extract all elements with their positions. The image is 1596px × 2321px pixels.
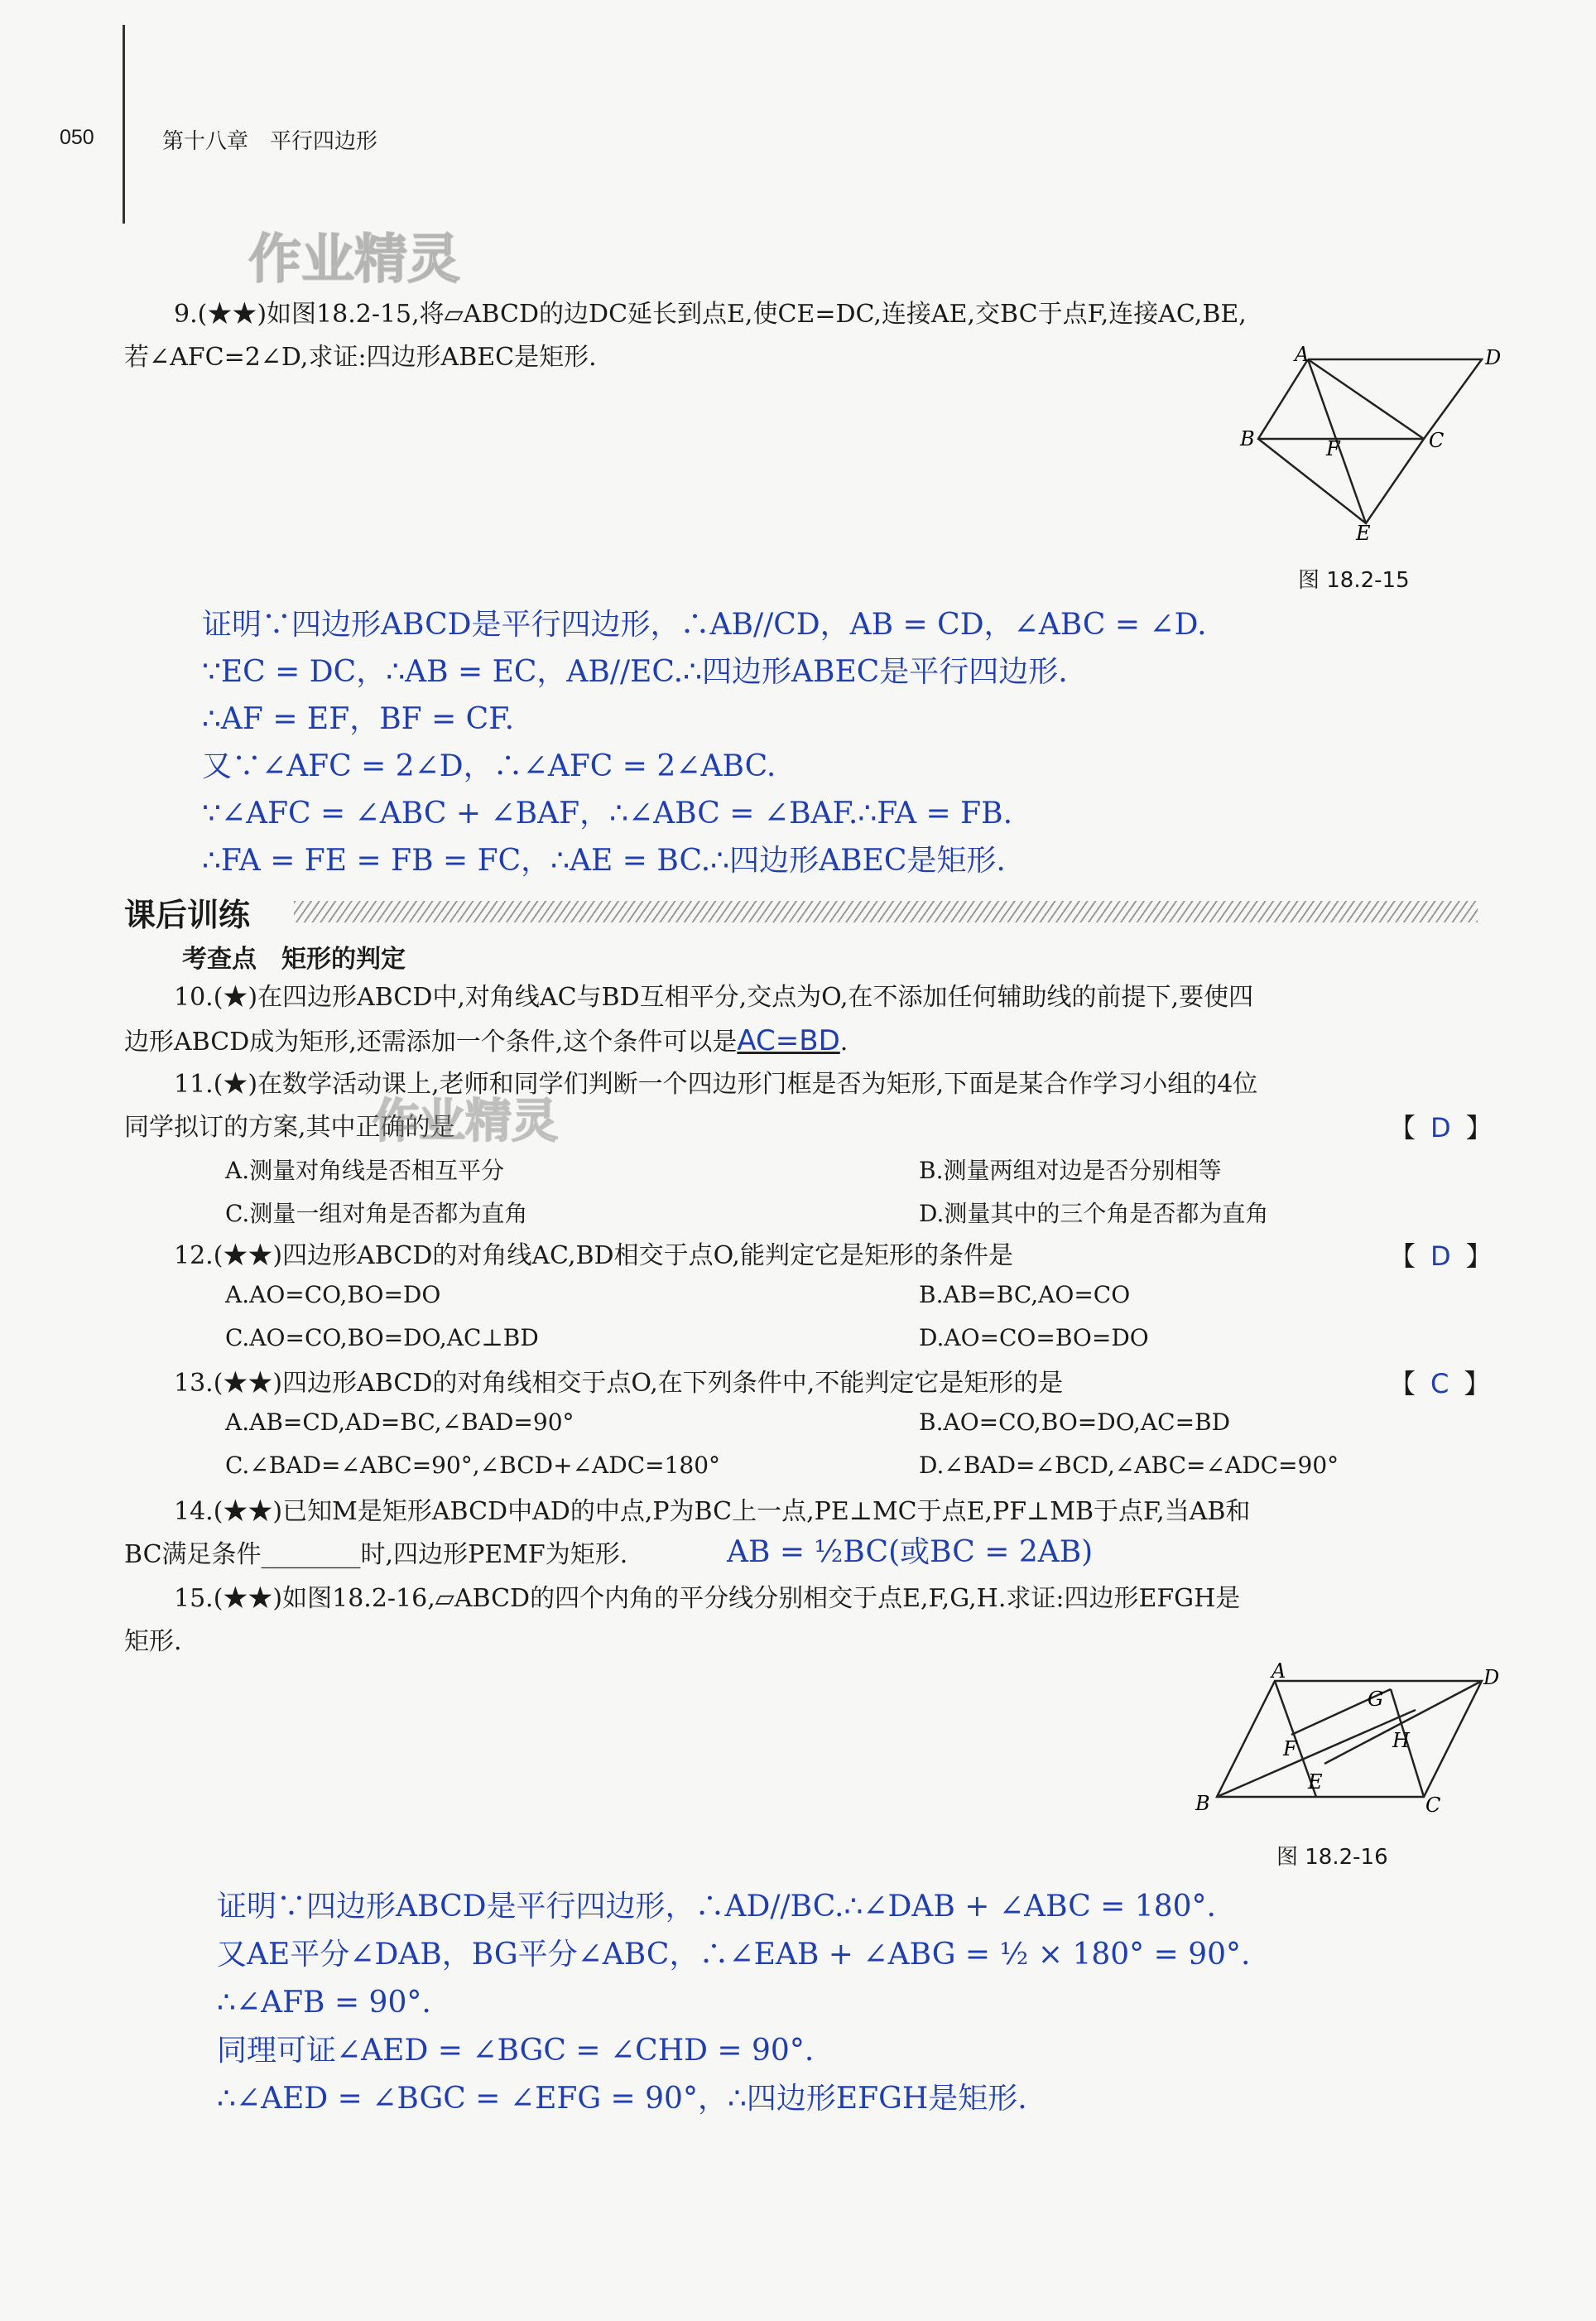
- fig16-label-c: C: [1425, 1794, 1441, 1817]
- q12-option-c: C.AO=CO,BO=DO,AC⊥BD: [225, 1324, 539, 1351]
- q11-option-b: B.测量两组对边是否分别相等: [919, 1157, 1222, 1184]
- q11-line1: 11.(★)在数学活动课上,老师和同学们判断一个四边形门框是否为矩形,下面是某合作学习小组的4位: [174, 1070, 1258, 1099]
- proof9-line: ∵EC = DC，∴AB = EC，AB//EC.∴四边形ABEC是平行四边形.: [202, 655, 1068, 689]
- fig15-label-f: F: [1326, 437, 1340, 460]
- q12-option-b: B.AB=BC,AO=CO: [919, 1281, 1131, 1308]
- q9-line2: 若∠AFC=2∠D,求证:四边形ABEC是矩形.: [124, 343, 597, 372]
- q12-option-d: D.AO=CO=BO=DO: [919, 1324, 1149, 1351]
- proof15: [217, 1883, 1250, 2123]
- section-subtitle: 考查点 矩形的判定: [182, 945, 406, 974]
- q9-line1: 9.(★★)如图18.2-15,将▱ABCD的边DC延长到点E,使CE=DC,连接AE,交BC于点F,连接AC,BE,: [174, 300, 1247, 329]
- proof15-line: 同理可证∠AED = ∠BGC = ∠CHD = 90°.: [217, 2034, 815, 2068]
- fig16-label-h: H: [1392, 1729, 1410, 1752]
- proof15-line: ∴∠AED = ∠BGC = ∠EFG = 90°，∴四边形EFGH是矩形.: [217, 2082, 1027, 2116]
- proof9-line: 又∵∠AFC = 2∠D，∴∠AFC = 2∠ABC.: [202, 749, 776, 783]
- q13-option-c: C.∠BAD=∠ABC=90°,∠BCD+∠ADC=180°: [225, 1452, 721, 1479]
- q11-option-c: C.测量一组对角是否都为直角: [225, 1200, 528, 1227]
- fig15-label-d: D: [1485, 346, 1502, 369]
- fig-caption-18-2-15: 图 18.2-15: [1298, 568, 1410, 593]
- fig16-label-g: G: [1368, 1688, 1384, 1711]
- q14-line1: 14.(★★)已知M是矩形ABCD中AD的中点,P为BC上一点,PE⊥MC于点E,PF⊥MB于点F,当AB和: [174, 1497, 1251, 1526]
- fig-caption-18-2-16: 图 18.2-16: [1276, 1845, 1388, 1870]
- proof9-line: ∴FA = FE = FB = FC，∴AE = BC.∴四边形ABEC是矩形.: [202, 844, 1006, 878]
- q10-answer: AC=BD: [737, 1024, 840, 1057]
- q12-line1: 12.(★★)四边形ABCD的对角线AC,BD相交于点O,能判定它是矩形的条件是: [174, 1241, 1013, 1270]
- q13-option-d: D.∠BAD=∠BCD,∠ABC=∠ADC=90°: [919, 1452, 1339, 1479]
- figure-18-2-16: [1184, 1659, 1500, 1822]
- proof15-line: 证明∵四边形ABCD是平行四边形，∴AD//BC.∴∠DAB + ∠ABC = 180°.: [217, 1890, 1216, 1924]
- q12-answer-bracket: [1389, 1235, 1493, 1274]
- page-number: 050: [60, 126, 94, 149]
- q10-line1: 10.(★)在四边形ABCD中,对角线AC与BD互相平分,交点为O,在不添加任何辅助线的前提下,要使四: [174, 983, 1254, 1012]
- q10-end: .: [839, 1028, 848, 1057]
- header-rule: [123, 25, 125, 224]
- q14-line2: BC满足条件________时,四边形PEMF为矩形.: [124, 1540, 628, 1569]
- figure-18-2-15: [1233, 339, 1502, 545]
- proof9: [202, 601, 1207, 884]
- bracket-left: 【: [1389, 1368, 1416, 1399]
- fig16-label-d: D: [1483, 1666, 1500, 1689]
- q15-line2: 矩形.: [124, 1627, 182, 1656]
- q11-answer-bracket: [1389, 1107, 1493, 1145]
- bracket-left: 【: [1389, 1240, 1416, 1272]
- watermark-2: 作业精灵: [373, 1095, 558, 1148]
- fig15-label-a: A: [1295, 343, 1310, 366]
- proof15-line: ∴∠AFB = 90°.: [217, 1986, 431, 2020]
- fig15-label-c: C: [1429, 429, 1445, 452]
- q10-line2-text: 边形ABCD成为矩形,还需添加一个条件,这个条件可以是: [124, 1028, 738, 1057]
- q10-line2: [124, 1020, 848, 1063]
- bracket-right: 】: [1465, 1240, 1493, 1272]
- q11-option-a: A.测量对角线是否相互平分: [225, 1157, 505, 1184]
- watermark: 作业精灵: [248, 229, 460, 291]
- q11-answer: D: [1430, 1112, 1451, 1144]
- q15-line1: 15.(★★)如图18.2-16,▱ABCD的四个内角的平分线分别相交于点E,F,G,H.求证:四边形EFGH是: [174, 1584, 1241, 1613]
- q13-answer: C: [1430, 1368, 1449, 1399]
- proof15-line: 又AE平分∠DAB，BG平分∠ABC，∴∠EAB + ∠ABG = ½ × 180° = 90°.: [217, 1938, 1251, 1972]
- q13-answer-bracket: [1389, 1363, 1490, 1401]
- fig16-label-b: B: [1195, 1792, 1210, 1815]
- fig15-label-e: E: [1356, 522, 1371, 545]
- proof9-line: ∴AF = EF，BF = CF.: [202, 702, 515, 736]
- q11-line2: 同学拟订的方案,其中正确的是: [124, 1113, 455, 1142]
- q13-option-a: A.AB=CD,AD=BC,∠BAD=90°: [225, 1408, 574, 1436]
- proof9-line: 证明∵四边形ABCD是平行四边形，∴AB//CD，AB = CD，∠ABC = ∠D.: [202, 608, 1207, 642]
- section-title: 课后训练: [124, 897, 251, 933]
- q13-option-b: B.AO=CO,BO=DO,AC=BD: [919, 1408, 1231, 1436]
- bracket-left: 【: [1389, 1112, 1416, 1144]
- q13-line1: 13.(★★)四边形ABCD的对角线相交于点O,在下列条件中,不能判定它是矩形的是: [174, 1369, 1064, 1398]
- bracket-right: 】: [1464, 1368, 1491, 1399]
- chapter-title: 第十八章 平行四边形: [162, 129, 378, 154]
- fig16-label-a: A: [1272, 1659, 1286, 1683]
- q12-answer: D: [1430, 1240, 1451, 1272]
- fig16-label-f: F: [1283, 1737, 1297, 1760]
- section-hatch-rule: [294, 901, 1478, 922]
- fig16-label-e: E: [1308, 1770, 1323, 1794]
- fig15-label-b: B: [1240, 427, 1255, 450]
- q11-option-d: D.测量其中的三个角是否都为直角: [919, 1200, 1269, 1227]
- proof9-line: ∵∠AFC = ∠ABC + ∠BAF，∴∠ABC = ∠BAF.∴FA = FB.: [202, 797, 1013, 831]
- bracket-right: 】: [1465, 1112, 1493, 1144]
- q14-answer: AB = ½BC(或BC = 2AB): [727, 1535, 1094, 1569]
- q12-option-a: A.AO=CO,BO=DO: [225, 1281, 441, 1308]
